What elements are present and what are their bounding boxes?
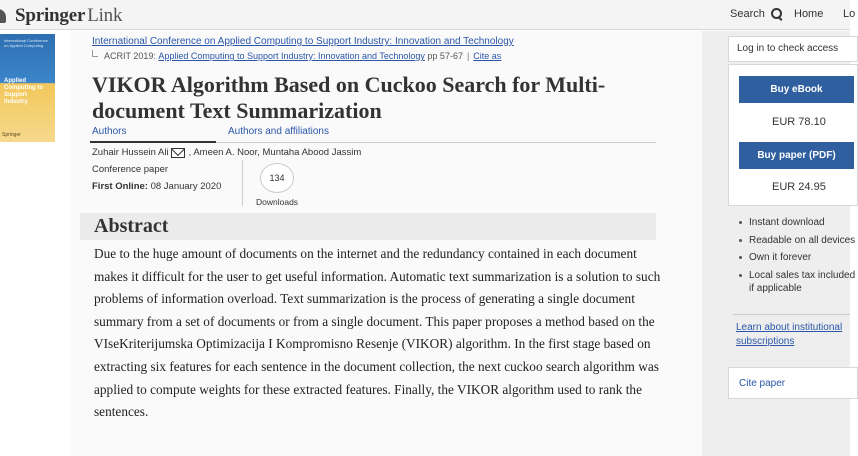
logo-brand: Springer bbox=[15, 5, 86, 26]
cover-title: Applied Computing to Support Industry bbox=[4, 78, 43, 105]
conference-link[interactable]: International Conference on Applied Computing to Support Industry: Innovation and Technology bbox=[92, 36, 514, 47]
list-item: Local sales tax included if applicable bbox=[737, 269, 857, 296]
springer-horse-icon bbox=[0, 7, 12, 25]
top-header bbox=[0, 0, 856, 30]
tab-divider bbox=[216, 142, 656, 143]
other-authors: , Ameen A. Noor, Muntaha Abood Jassim bbox=[188, 147, 362, 158]
home-link[interactable]: Home bbox=[794, 8, 824, 20]
cover-publisher: Springer bbox=[2, 132, 21, 138]
purchase-features-list bbox=[737, 216, 857, 300]
sidebar-divider bbox=[733, 314, 850, 315]
cite-as-link[interactable]: Cite as bbox=[473, 51, 502, 61]
buy-paper-button[interactable]: Buy paper (PDF) bbox=[739, 142, 854, 169]
list-item: Own it forever bbox=[737, 251, 857, 265]
reference-hook-icon bbox=[92, 50, 98, 57]
springer-link-logo[interactable] bbox=[0, 5, 122, 27]
active-tab-indicator bbox=[90, 141, 216, 143]
search-button[interactable] bbox=[730, 8, 783, 20]
list-item: Instant download bbox=[737, 216, 857, 230]
cite-paper-button[interactable]: Cite paper bbox=[728, 367, 858, 399]
abstract-heading: Abstract bbox=[94, 215, 169, 237]
email-icon[interactable] bbox=[171, 148, 185, 158]
downloads-count: 134 bbox=[260, 163, 294, 193]
book-reference bbox=[92, 51, 501, 61]
list-item: Readable on all devices bbox=[737, 234, 857, 248]
reference-separator: | bbox=[466, 51, 470, 61]
cover-small-text: International Conference on Applied Computing bbox=[4, 38, 48, 48]
first-online-date: 08 January 2020 bbox=[150, 181, 222, 192]
login-link[interactable]: Lo bbox=[843, 8, 856, 20]
publication-type: Conference paper bbox=[92, 164, 169, 175]
institutional-subscriptions-link[interactable]: Learn about institutional subscriptions bbox=[736, 322, 843, 347]
tab-authors[interactable]: Authors bbox=[92, 126, 127, 137]
author-name[interactable]: Zuhair Hussein Ali bbox=[92, 147, 169, 158]
first-online bbox=[92, 181, 221, 192]
author-list bbox=[92, 147, 361, 158]
access-box[interactable]: Log in to check access bbox=[728, 36, 858, 62]
search-label: Search bbox=[730, 8, 765, 20]
reference-prefix: ACRIT 2019: bbox=[104, 51, 156, 61]
page-title: VIKOR Algorithm Based on Cuckoo Search for Multi-document Text Summarization bbox=[92, 72, 606, 123]
first-online-label: First Online: bbox=[92, 181, 148, 192]
search-icon bbox=[771, 8, 783, 20]
ebook-price: EUR 78.10 bbox=[772, 116, 826, 128]
book-cover[interactable] bbox=[0, 34, 55, 142]
book-link[interactable]: Applied Computing to Support Industry: Innovation and Technology bbox=[158, 51, 425, 61]
tab-authors-affiliations[interactable]: Authors and affiliations bbox=[228, 126, 329, 137]
reference-pages: pp 57-67 bbox=[427, 51, 463, 61]
logo-wordmark bbox=[15, 5, 122, 27]
logo-suffix: Link bbox=[87, 5, 123, 26]
buy-ebook-button[interactable]: Buy eBook bbox=[739, 76, 854, 103]
metrics-divider bbox=[242, 160, 243, 206]
abstract-text: Due to the huge amount of documents on the internet and the redundancy contained in each document makes it difficult for the user to get useful information. Automatic text summarization is a solution to such problems of information overload. Text summarization is the process of generating a single document summary from a set of documents or from a single document. This paper proposes a method based on the VIseKriterijumska Optimizacija I Kompromisno Resenje (VIKOR) algorithm. In the first stage based on extracting six features for each sentence in the document collection, the next cuckoo search algorithm was applied to compute weights for these extracted features. Finally, the VIKOR algorithm used to rank the sentences. bbox=[94, 246, 661, 420]
downloads-label: Downloads bbox=[256, 197, 299, 207]
paper-price: EUR 24.95 bbox=[772, 181, 826, 193]
